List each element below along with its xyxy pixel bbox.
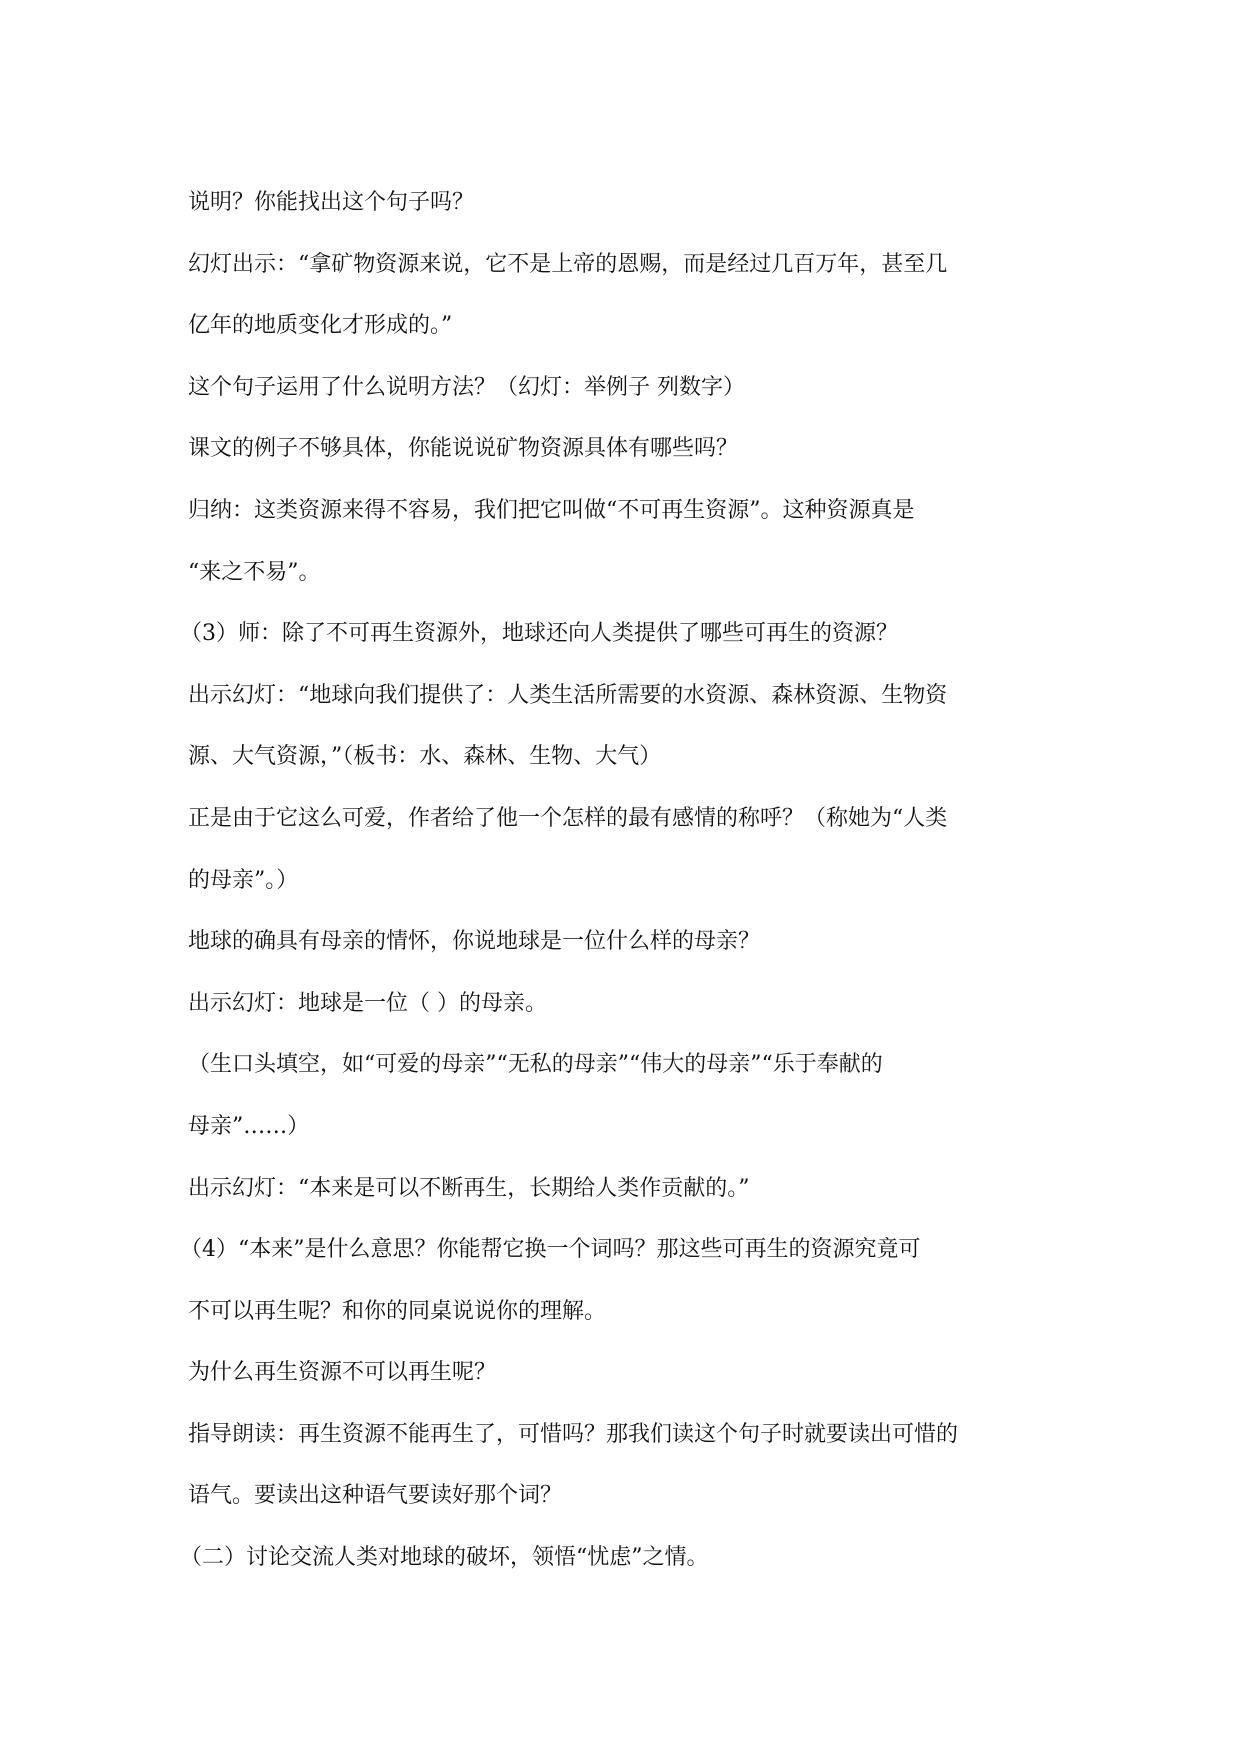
- text-line-2: 幻灯出示：“拿矿物资源来说，它不是上帝的恩赐，而是经过几百万年，甚至几: [188, 251, 948, 277]
- text-line-19: 不可以再生呢？和你的同桌说说你的理解。: [188, 1298, 607, 1324]
- text-line-9: 出示幻灯：“地球向我们提供了：人类生活所需要的水资源、森林资源、生物资: [188, 682, 948, 708]
- text-line-18: （4）“本来”是什么意思？你能帮它换一个词吗？那这些可再生的资源究竟可: [180, 1237, 921, 1263]
- text-line-16: 母亲”……）: [188, 1113, 310, 1139]
- text-line-4: 这个句子运用了什么说明方法？（幻灯：举例子 列数字）: [188, 374, 745, 400]
- text-line-7: “来之不易”。: [188, 559, 321, 585]
- text-line-14: 出示幻灯：地球是一位（ ）的母亲。: [188, 990, 547, 1016]
- text-line-5: 课文的例子不够具体，你能说说矿物资源具体有哪些吗？: [188, 436, 739, 462]
- text-line-22: 语气。要读出这种语气要读好那个词？: [188, 1483, 563, 1509]
- text-line-23: （二）讨论交流人类对地球的破坏，领悟“忧虑”之情。: [180, 1545, 709, 1571]
- text-line-10: 源、大气资源，”（板书：水、森林、生物、大气）: [188, 744, 662, 770]
- text-line-13: 地球的确具有母亲的情怀，你说地球是一位什么样的母亲？: [188, 929, 761, 955]
- text-line-6: 归纳：这类资源来得不容易，我们把它叫做“不可再生资源”。这种资源真是: [188, 497, 915, 523]
- text-line-17: 出示幻灯：“本来是可以不断再生，长期给人类作贡献的。”: [188, 1175, 750, 1201]
- text-line-21: 指导朗读：再生资源不能再生了，可惜吗？那我们读这个句子时就要读出可惜的: [188, 1421, 959, 1447]
- document-body: [180, 172, 1058, 1589]
- text-line-20: 为什么再生资源不可以再生呢？: [188, 1360, 497, 1386]
- text-line-8: （3）师：除了不可再生资源外，地球还向人类提供了哪些可再生的资源？: [180, 621, 898, 647]
- text-line-1: 说明？你能找出这个句子吗？: [188, 190, 475, 215]
- text-line-15: （生口头填空，如“可爱的母亲”“无私的母亲”“伟大的母亲”“乐于奉献的: [188, 1052, 883, 1078]
- text-line-3: 亿年的地质变化才形成的。”: [188, 313, 453, 339]
- text-line-11: 正是由于它这么可爱，作者给了他一个怎样的最有感情的称呼？（称她为“人类: [188, 805, 948, 831]
- text-line-12: 的母亲”。）: [188, 867, 299, 893]
